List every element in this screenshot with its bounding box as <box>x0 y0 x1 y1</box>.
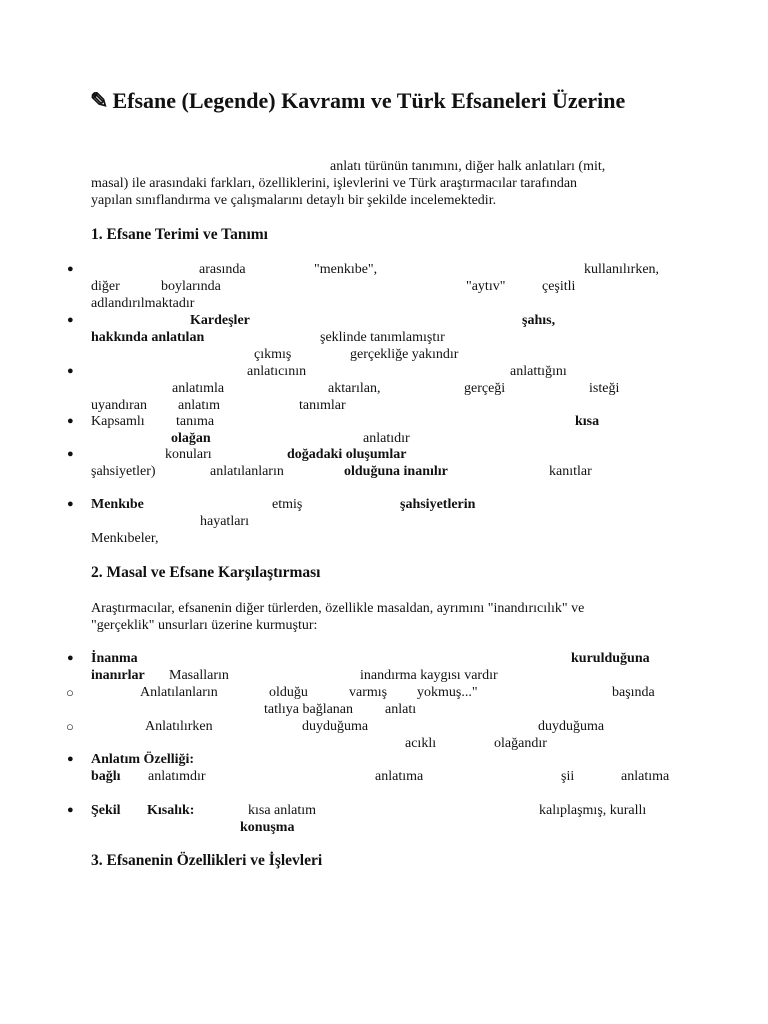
s1-b5-w1: konuları <box>165 447 212 462</box>
s1-b1-w3: kullanılırken, <box>584 262 660 277</box>
s1-b6-w3: şahsiyetlerin <box>400 497 476 512</box>
s1-b1-w5: boylarında <box>161 279 221 294</box>
bullet-icon: ● <box>67 753 74 765</box>
s2-b3-w3: kısa anlatım <box>248 803 317 818</box>
bullet-icon: ● <box>67 652 74 664</box>
bullet-icon: ● <box>67 263 74 275</box>
s1-b3-w1: anlatıcının <box>247 364 307 379</box>
page-title <box>90 88 625 114</box>
s2-b2-w3: anlatımdır <box>148 769 206 784</box>
s2-c1-w7: anlatı <box>385 702 417 717</box>
s1-b2-w6: gerçekliğe yakındır <box>350 347 459 362</box>
bullet-icon: ● <box>67 314 74 326</box>
s2-b1-w5: inandırma kaygısı vardır <box>360 668 498 683</box>
s1-b1-w7: çeşitli <box>542 279 576 294</box>
s2-paragraph-line-1: Araştırmacılar, efsanenin diğer türlerden, özellikle masaldan, ayrımını "inandırıcılık" ve <box>91 601 585 616</box>
s2-b2-w1: Anlatım Özelliği: <box>91 752 195 767</box>
s2-c1-w5: başında <box>612 685 655 700</box>
bullet-icon: ● <box>67 498 74 510</box>
s1-b3-w8: anlatım <box>178 398 220 413</box>
s2-c2-w3: duyduğuma <box>538 719 605 734</box>
s1-b1-w6: "aytıv" <box>466 279 506 294</box>
bullet-icon: ● <box>67 804 74 816</box>
s1-b6-w5: Menkıbeler, <box>91 531 159 546</box>
s1-b4-w5: anlatıdır <box>363 431 410 446</box>
s2-c1-w3: varmış <box>349 685 388 700</box>
s1-b5-w2: doğadaki oluşumlar <box>287 447 407 462</box>
s2-b3-w2: Kısalık: <box>147 803 195 818</box>
intro-line-3: yapılan sınıflandırma ve çalışmalarını detaylı bir şekilde incelemektedir. <box>91 193 497 208</box>
s1-b1-w8: adlandırılmaktadır <box>91 296 195 311</box>
s1-b6-w2: etmiş <box>272 497 303 512</box>
s1-b6-w4: hayatları <box>200 514 249 529</box>
s1-b2-w3: hakkında anlatılan <box>91 330 205 345</box>
s1-b4-w2: tanıma <box>176 414 215 429</box>
s1-b1-w1: arasında <box>199 262 246 277</box>
memo-pencil-icon: ✎ <box>90 88 109 113</box>
section-3-heading: 3. Efsanenin Özellikleri ve İşlevleri <box>91 852 323 869</box>
s1-b3-w6: isteği <box>589 381 620 396</box>
s2-b1-w3: inanırlar <box>91 668 145 683</box>
s2-paragraph-line-2: "gerçeklik" unsurları üzerine kurmuştur: <box>91 618 318 633</box>
s1-b3-w9: tanımlar <box>299 398 346 413</box>
s1-b3-w4: aktarılan, <box>328 381 381 396</box>
sub-bullet-icon: ○ <box>66 685 74 700</box>
s2-b2-w5: şii <box>561 769 575 784</box>
s1-b5-w3: şahsiyetler) <box>91 464 156 479</box>
s1-b5-w5: olduğuna inanılır <box>344 464 448 479</box>
bullet-icon: ● <box>67 415 74 427</box>
s2-b3-w4: kalıplaşmış, kurallı <box>539 803 647 818</box>
s1-b5-w6: kanıtlar <box>549 464 592 479</box>
s1-b2-w5: çıkmış <box>254 347 292 362</box>
s1-b1-w2: "menkıbe", <box>314 262 378 277</box>
s2-b3-w5: konuşma <box>240 820 295 835</box>
section-1-heading: 1. Efsane Terimi ve Tanımı <box>91 226 268 243</box>
s2-c2-w5: olağandır <box>494 736 547 751</box>
s1-b3-w7: uyandıran <box>91 398 147 413</box>
s2-c2-w1: Anlatılırken <box>145 719 213 734</box>
s1-b2-w4: şeklinde tanımlamıştır <box>320 330 445 345</box>
s2-c2-w2: duyduğuma <box>302 719 369 734</box>
s2-c1-w2: olduğu <box>269 685 308 700</box>
s2-b2-w2: bağlı <box>91 769 121 784</box>
s2-b1-w1: İnanma <box>91 651 138 666</box>
s1-b1-w4: diğer <box>91 279 120 294</box>
sub-bullet-icon: ○ <box>66 719 74 734</box>
s1-b4-w4: olağan <box>171 431 211 446</box>
intro-line-2: masal) ile arasındaki farkları, özelliklerini, işlevlerini ve Türk araştırmacılar tarafından <box>91 176 578 191</box>
s2-c1-w4: yokmuş..." <box>417 685 478 700</box>
bullet-icon: ● <box>67 365 74 377</box>
bullet-icon: ● <box>67 448 74 460</box>
s2-b1-w2: kurulduğuna <box>571 651 650 666</box>
s1-b4-w1: Kapsamlı <box>91 414 145 429</box>
s1-b3-w5: gerçeği <box>464 381 506 396</box>
s1-b4-w3: kısa <box>575 414 600 429</box>
intro-line-1: anlatı türünün tanımını, diğer halk anlatıları (mit, <box>330 159 606 174</box>
s1-b2-w1: Kardeşler <box>190 313 250 328</box>
s2-c1-w1: Anlatılanların <box>140 685 218 700</box>
page-title-text: Efsane (Legende) Kavramı ve Türk Efsaneleri Üzerine <box>112 88 626 113</box>
s2-c2-w4: acıklı <box>405 736 437 751</box>
s1-b3-w2: anlattığını <box>510 364 567 379</box>
s2-c1-w6: tatlıya bağlanan <box>264 702 354 717</box>
s1-b2-w2: şahıs, <box>522 313 556 328</box>
section-2-heading: 2. Masal ve Efsane Karşılaştırması <box>91 564 321 581</box>
s2-b2-w6: anlatıma <box>621 769 670 784</box>
s1-b6-w1: Menkıbe <box>91 497 144 512</box>
s1-b3-w3: anlatımla <box>172 381 225 396</box>
s2-b3-w1: Şekil <box>91 803 121 818</box>
s2-b2-w4: anlatıma <box>375 769 424 784</box>
s1-b5-w4: anlatılanların <box>210 464 284 479</box>
s2-b1-w4: Masalların <box>169 668 229 683</box>
